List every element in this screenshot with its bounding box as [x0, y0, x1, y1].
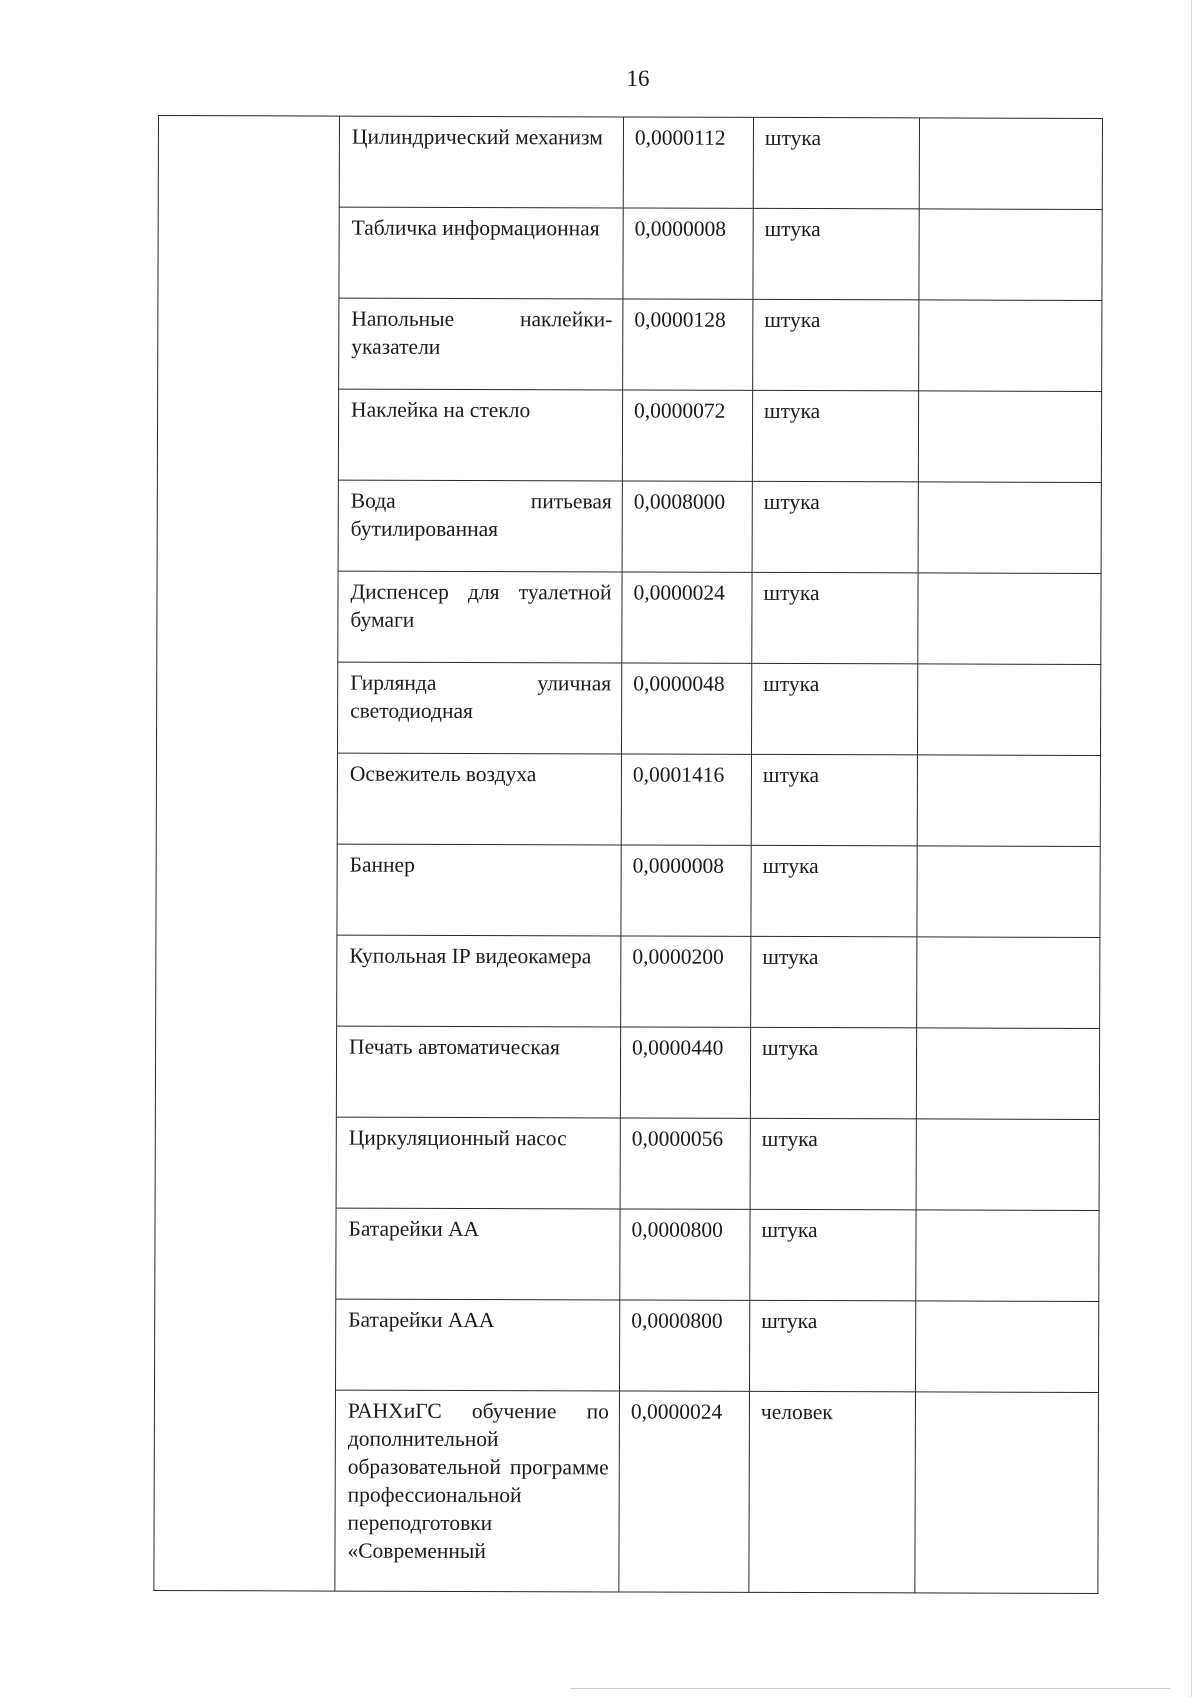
item-unit: штука [751, 663, 917, 755]
item-name: Табличка информационная [339, 207, 623, 299]
item-quantity: 0,0008000 [622, 481, 752, 572]
item-unit: штука [749, 1300, 915, 1392]
item-quantity: 0,0000008 [623, 208, 753, 299]
item-name: Напольные наклейки-указатели [339, 298, 623, 390]
item-unit: штука [753, 208, 919, 300]
item-name: Циркуляционный насос [336, 1117, 620, 1209]
item-name: Диспенсер для туалетной бумаги [338, 571, 622, 663]
item-quantity: 0,0001416 [621, 754, 751, 845]
item-name: Вода питьевая бутилированная [338, 480, 622, 572]
item-unit: штука [750, 1209, 916, 1301]
item-unit: штука [750, 1027, 916, 1119]
empty-cell [916, 1119, 1099, 1211]
page-number: 16 [626, 66, 650, 91]
item-name: Баннер [337, 844, 621, 936]
empty-cell [917, 846, 1100, 938]
item-quantity: 0,0000128 [623, 299, 753, 390]
item-unit: штука [750, 1118, 916, 1210]
item-unit: штука [752, 390, 918, 482]
empty-cell [915, 1301, 1098, 1393]
empty-cell [919, 300, 1102, 392]
empty-cell [918, 391, 1101, 483]
scan-edge-bottom [570, 1688, 1170, 1689]
item-name: Цилиндрический механизм [339, 116, 623, 208]
item-name: РАНХиГС обучение по дополнительной образовательной программе профессиональной переподготовки «Современный [335, 1390, 620, 1592]
item-quantity: 0,0000072 [622, 390, 752, 481]
item-name: Гирлянда уличная светодиодная [337, 662, 621, 754]
item-name: Освежитель воздуха [337, 753, 621, 845]
item-quantity: 0,0000440 [620, 1027, 750, 1118]
item-quantity: 0,0000024 [619, 1391, 750, 1592]
empty-cell [917, 664, 1100, 756]
item-name: Батарейки ААА [335, 1299, 619, 1391]
item-unit: штука [751, 845, 917, 937]
items-table [153, 115, 1103, 1594]
item-quantity: 0,0000800 [619, 1300, 749, 1391]
item-unit: штука [751, 754, 917, 846]
item-quantity: 0,0000056 [620, 1118, 750, 1209]
item-quantity: 0,0000200 [621, 936, 751, 1027]
empty-cell [916, 1028, 1099, 1120]
empty-cell [918, 482, 1101, 574]
item-name: Батарейки АА [336, 1208, 620, 1300]
empty-cell [917, 937, 1100, 1029]
item-unit: штука [751, 936, 917, 1028]
table-row [158, 116, 1102, 210]
empty-cell [919, 209, 1102, 301]
empty-cell [918, 573, 1101, 665]
item-quantity: 0,0000048 [621, 663, 751, 754]
scan-edge-right [1191, 0, 1192, 1697]
empty-cell [917, 755, 1100, 847]
empty-cell [916, 1210, 1099, 1302]
item-unit: человек [749, 1391, 916, 1593]
empty-cell [919, 118, 1102, 210]
item-quantity: 0,0000112 [623, 117, 753, 208]
empty-cell [915, 1392, 1099, 1594]
item-name: Наклейка на стекло [338, 389, 622, 481]
item-unit: штука [752, 572, 918, 664]
item-name: Печать автоматическая [336, 1026, 620, 1118]
item-unit: штука [753, 117, 919, 209]
item-name: Купольная IP видеокамера [337, 935, 621, 1027]
merged-empty-cell [154, 116, 340, 1592]
item-quantity: 0,0000008 [621, 845, 751, 936]
item-quantity: 0,0000024 [622, 572, 752, 663]
item-unit: штука [752, 481, 918, 573]
item-unit: штука [753, 299, 919, 391]
item-quantity: 0,0000800 [620, 1209, 750, 1300]
